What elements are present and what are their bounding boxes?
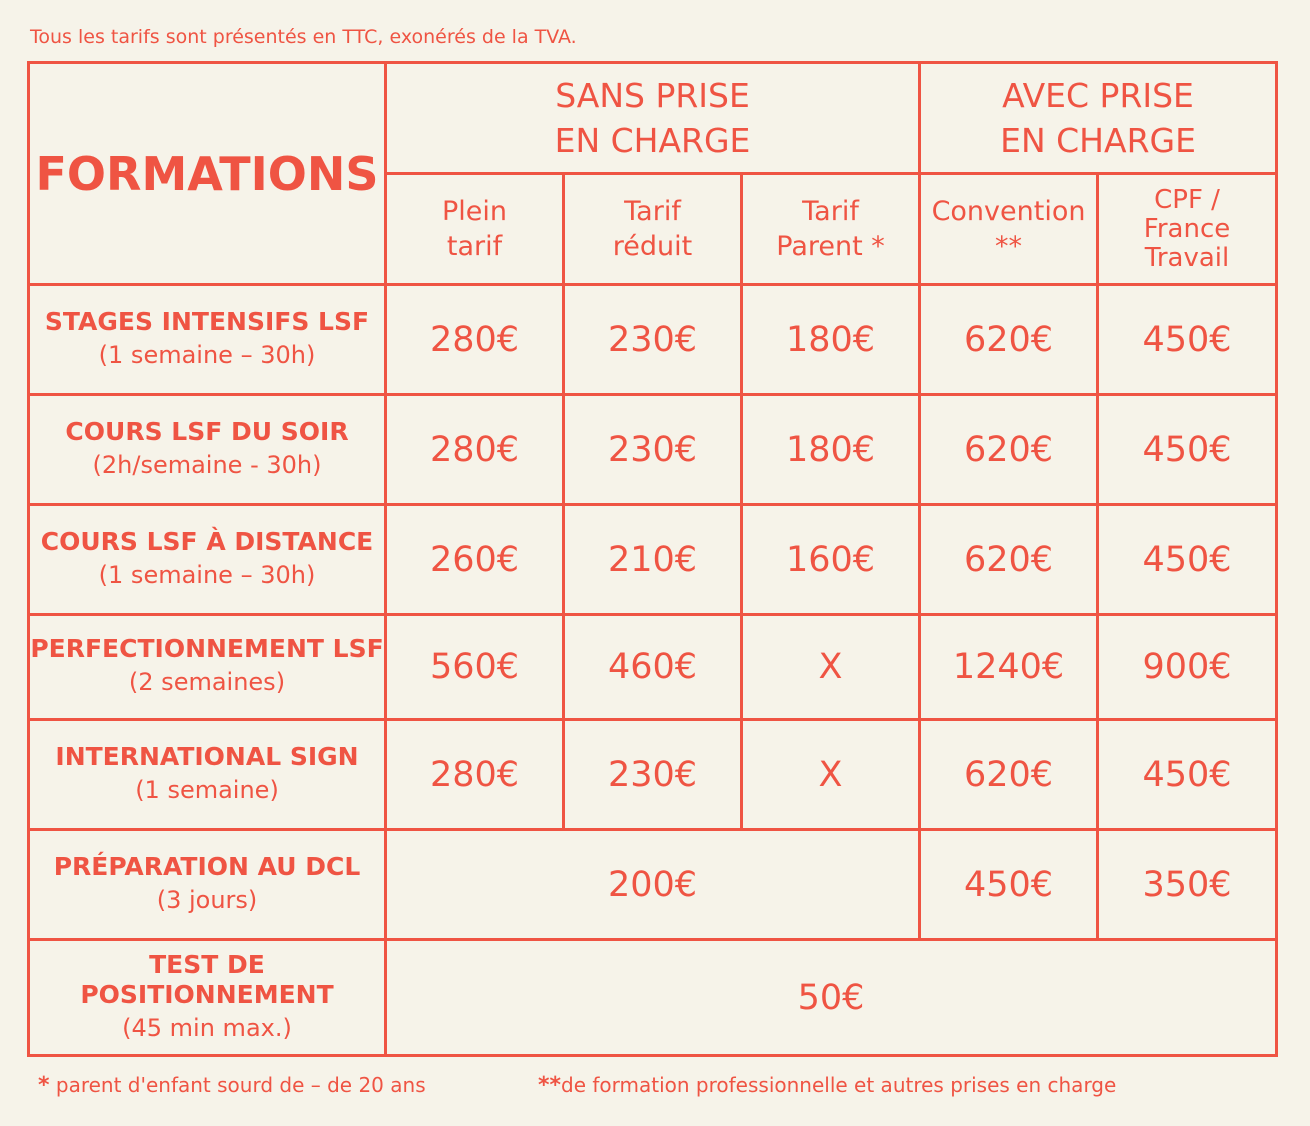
plein-tarif-header — [386, 174, 564, 285]
formation-title: PERFECTIONNEMENT LSF — [30, 634, 384, 663]
price-parent: 180€ — [742, 395, 920, 505]
price-convention: 1240€ — [920, 615, 1098, 720]
formation-title: COURS LSF À DISTANCE — [40, 526, 374, 556]
formation-cell — [29, 505, 386, 615]
plein-line1: Plein — [441, 196, 507, 227]
price-cpf: 450€ — [1098, 395, 1277, 505]
price-reduit: 210€ — [564, 505, 742, 615]
table-row — [29, 615, 1277, 720]
price-parent: 180€ — [742, 285, 920, 395]
price-convention: 620€ — [920, 505, 1098, 615]
price-convention: 450€ — [920, 830, 1098, 940]
formation-duration: (2h/semaine - 30h) — [92, 450, 322, 479]
price-cpf: 450€ — [1098, 285, 1277, 395]
avec-prise-line2: EN CHARGE — [1000, 121, 1196, 160]
formation-title: INTERNATIONAL SIGN — [55, 741, 359, 771]
footnote-parent-text: parent d'enfant sourd de – de 20 ans — [49, 1073, 426, 1097]
price-parent: X — [742, 720, 920, 830]
formation-duration: (1 semaine – 30h) — [98, 340, 316, 369]
sans-prise-line1: SANS PRISE — [555, 76, 750, 115]
formation-title: STAGES INTENSIFS LSF — [44, 306, 370, 336]
price-test: 50€ — [386, 940, 1277, 1056]
price-parent: X — [742, 615, 920, 720]
price-sans-prise: 200€ — [386, 830, 920, 940]
footnote-parent-star: * — [38, 1073, 50, 1098]
formation-duration: (45 min max.) — [122, 1013, 292, 1042]
formation-title: PRÉPARATION AU DCL — [53, 851, 361, 881]
price-reduit: 460€ — [564, 615, 742, 720]
formation-cell — [29, 615, 386, 720]
price-plein: 280€ — [386, 285, 564, 395]
footnote-convention-star: ** — [538, 1073, 562, 1098]
tarif-parent-header — [742, 174, 920, 285]
table-row — [29, 285, 1277, 395]
footnote-convention — [538, 1073, 1116, 1098]
price-cpf: 350€ — [1098, 830, 1277, 940]
reduit-line2: réduit — [612, 231, 693, 262]
sans-prise-line2: EN CHARGE — [554, 121, 751, 160]
price-parent: 160€ — [742, 505, 920, 615]
formation-duration: (1 semaine) — [135, 775, 279, 804]
table-row-test — [29, 940, 1277, 1056]
table-row — [29, 505, 1277, 615]
formation-title-line2: POSITIONNEMENT — [80, 979, 334, 1009]
price-plein: 280€ — [386, 720, 564, 830]
price-cpf: 900€ — [1098, 615, 1277, 720]
price-reduit: 230€ — [564, 720, 742, 830]
reduit-line1: Tarif — [624, 196, 681, 227]
tarif-reduit-header — [564, 174, 742, 285]
footnote-convention-text: de formation professionnelle et autres prises en charge — [561, 1073, 1117, 1097]
price-reduit: 230€ — [564, 285, 742, 395]
formation-cell — [29, 830, 386, 940]
price-cpf: 450€ — [1098, 720, 1277, 830]
formation-duration: (3 jours) — [156, 885, 258, 914]
cpf-header — [1098, 174, 1277, 285]
parent-line1: Tarif — [802, 196, 859, 227]
cpf-line1: CPF / — [1154, 184, 1220, 215]
table-row — [29, 720, 1277, 830]
convention-header — [920, 174, 1098, 285]
formation-cell — [29, 395, 386, 505]
formation-cell — [29, 720, 386, 830]
parent-line2: Parent * — [776, 231, 885, 262]
price-plein: 280€ — [386, 395, 564, 505]
formation-title: COURS LSF DU SOIR — [65, 416, 349, 446]
tax-note: Tous les tarifs sont présentés en TTC, exonérés de la TVA. — [30, 26, 577, 48]
cpf-line3: Travail — [1144, 242, 1230, 273]
price-convention: 620€ — [920, 395, 1098, 505]
convention-line1: Convention — [931, 196, 1086, 227]
header-row-groups — [29, 63, 1277, 174]
price-plein: 560€ — [386, 615, 564, 720]
avec-prise-line1: AVEC PRISE — [1002, 76, 1194, 115]
cpf-line2: France — [1143, 213, 1231, 244]
formation-title-line1: TEST DE — [149, 949, 265, 979]
price-cpf: 450€ — [1098, 505, 1277, 615]
footnote-parent — [38, 1073, 426, 1098]
table-row-dcl — [29, 830, 1277, 940]
table-row — [29, 395, 1277, 505]
formations-header — [29, 63, 386, 285]
convention-line2: ** — [995, 231, 1023, 262]
price-reduit: 230€ — [564, 395, 742, 505]
formation-duration: (2 semaines) — [128, 668, 286, 696]
formation-duration: (1 semaine – 30h) — [98, 560, 316, 589]
formations-title: FORMATIONS — [35, 146, 379, 201]
price-convention: 620€ — [920, 285, 1098, 395]
price-plein: 260€ — [386, 505, 564, 615]
plein-line2: tarif — [446, 231, 503, 262]
formation-cell — [29, 940, 386, 1056]
formation-cell — [29, 285, 386, 395]
sans-prise-header — [386, 63, 920, 174]
avec-prise-header — [920, 63, 1277, 174]
price-convention: 620€ — [920, 720, 1098, 830]
pricing-table — [27, 61, 1278, 1057]
